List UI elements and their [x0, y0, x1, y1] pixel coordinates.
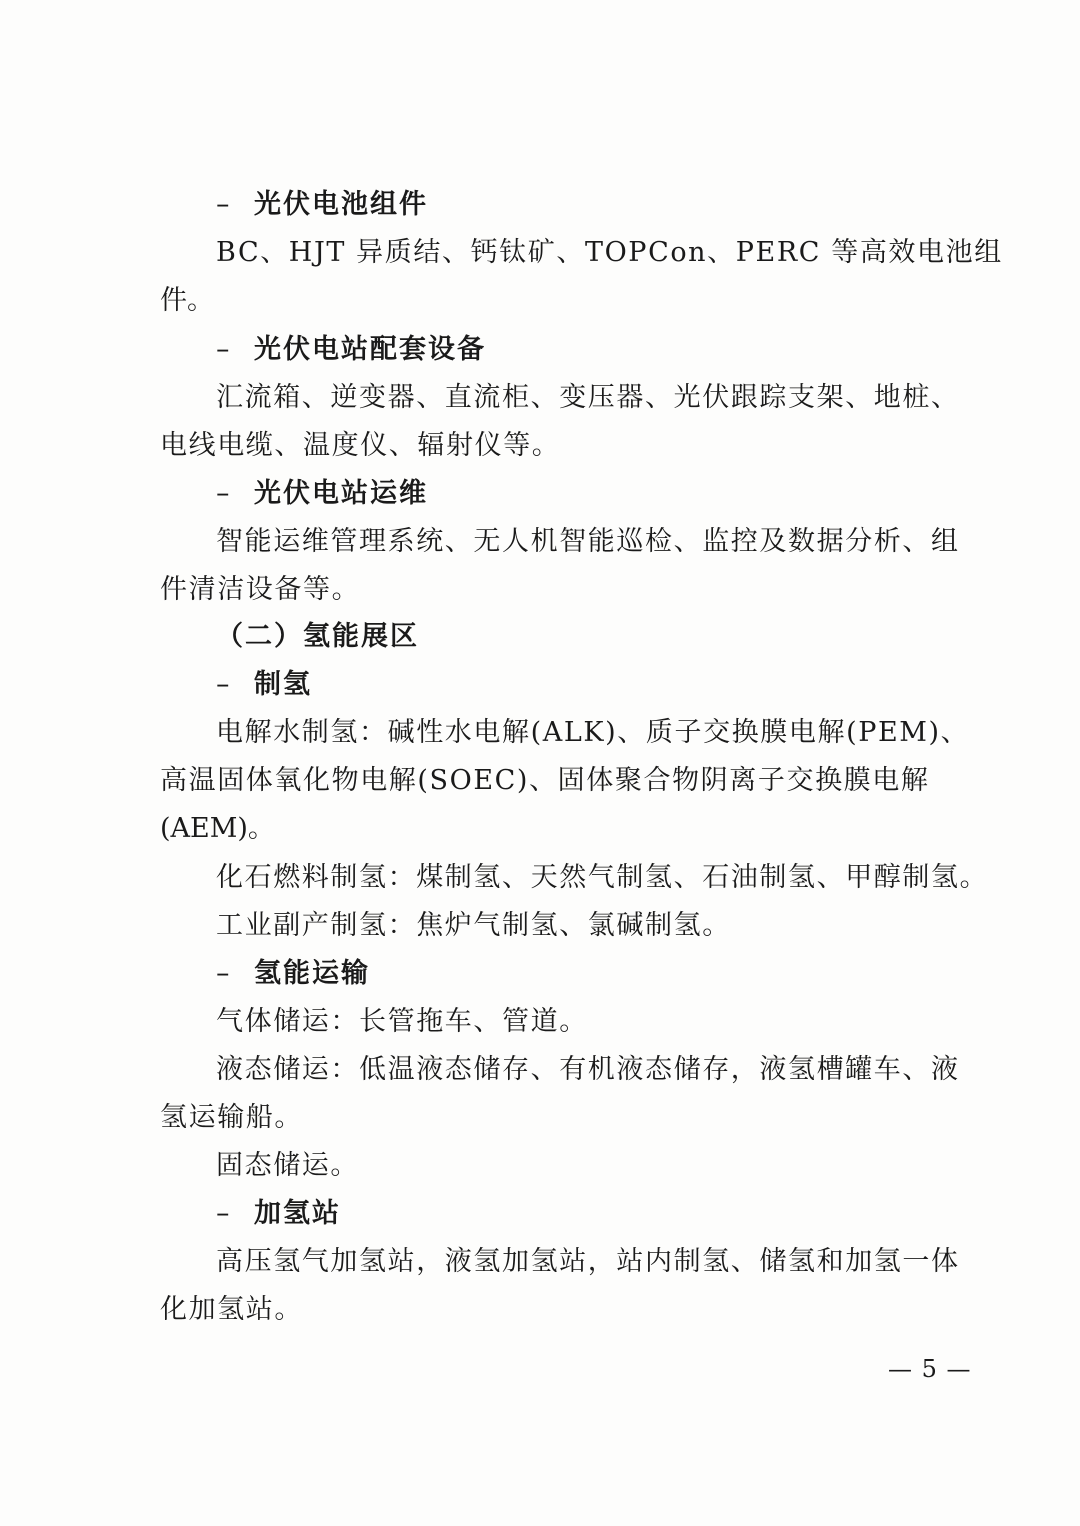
section-heading-hydrogen-transport — [216, 957, 370, 991]
section-heading-refueling-station — [216, 1197, 341, 1231]
heading-text: 氢能运输 — [254, 958, 370, 989]
paragraph-line: 件清洁设备等。 — [160, 574, 361, 605]
paragraph-line: 化石燃料制氢：煤制氢、天然气制氢、石油制氢、甲醇制氢。 — [216, 862, 989, 893]
paragraph-line: 氢运输船。 — [160, 1102, 303, 1133]
section-heading-hydrogen-production — [216, 668, 312, 702]
bullet-dash: – — [216, 189, 232, 220]
paragraph-line: 件。 — [160, 285, 214, 316]
section-heading-pv-station-equipment — [216, 333, 486, 367]
heading-text: 加氢站 — [254, 1198, 341, 1229]
paragraph-line: 工业副产制氢：焦炉气制氢、氯碱制氢。 — [216, 910, 731, 941]
heading-text: 光伏电站配套设备 — [254, 334, 486, 365]
paragraph-line: 电线电缆、温度仪、辐射仪等。 — [160, 430, 561, 461]
bullet-dash: – — [216, 478, 232, 509]
paragraph-line: BC、HJT 异质结、钙钛矿、TOPCon、PERC 等高效电池组 — [216, 237, 1003, 268]
bullet-dash: – — [216, 334, 232, 365]
section-heading-pv-modules — [216, 188, 428, 222]
paragraph-line: 智能运维管理系统、无人机智能巡检、监控及数据分析、组 — [216, 526, 960, 557]
paragraph-line: 汇流箱、逆变器、直流柜、变压器、光伏跟踪支架、地桩、 — [216, 382, 960, 413]
paragraph-line: 高压氢气加氢站，液氢加氢站，站内制氢、储氢和加氢一体 — [216, 1246, 960, 1277]
page-number: — 5 — — [888, 1355, 972, 1383]
paragraph-line: 高温固体氧化物电解(SOEC)、固体聚合物阴离子交换膜电解 — [160, 765, 930, 796]
paragraph-line: (AEM)。 — [160, 813, 275, 844]
paragraph-line: 气体储运：长管拖车、管道。 — [216, 1006, 588, 1037]
paragraph-line: 液态储运：低温液态储存、有机液态储存，液氢槽罐车、液 — [216, 1054, 960, 1085]
part-heading-hydrogen: （二）氢能展区 — [216, 621, 419, 652]
paragraph-line: 电解水制氢：碱性水电解(ALK)、质子交换膜电解(PEM)、 — [216, 717, 970, 748]
heading-text: 光伏电站运维 — [254, 478, 428, 509]
bullet-dash: – — [216, 958, 232, 989]
paragraph-line: 固态储运。 — [216, 1150, 359, 1181]
bullet-dash: – — [216, 1198, 232, 1229]
bullet-dash: – — [216, 669, 232, 700]
heading-text: 光伏电池组件 — [254, 189, 428, 220]
paragraph-line: 化加氢站。 — [160, 1294, 303, 1325]
heading-text: 制氢 — [254, 669, 312, 700]
section-heading-pv-om — [216, 477, 428, 511]
